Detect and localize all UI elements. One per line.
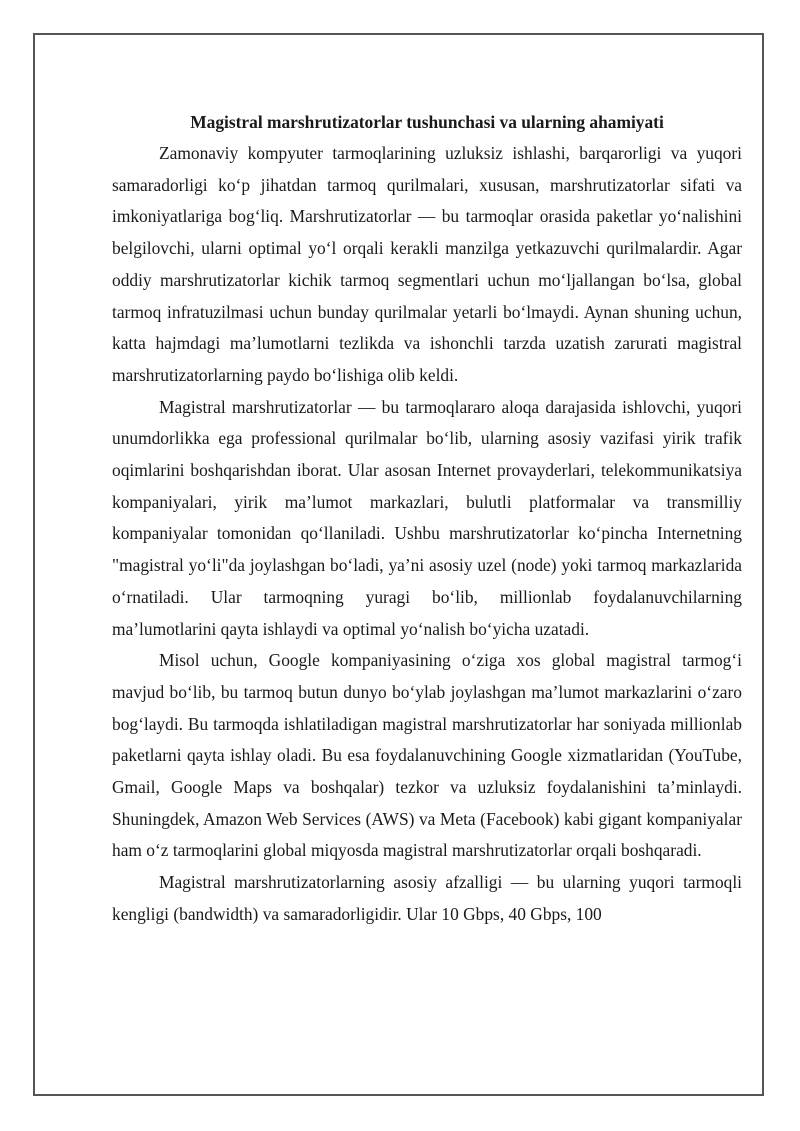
document-title: Magistral marshrutizatorlar tushunchasi va ularning ahamiyati bbox=[190, 112, 664, 132]
paragraph-4: Magistral marshrutizatorlarning asosiy afzalligi — bu ularning yuqori tarmoqli kengligi (bandwidth) va samaradorligidir. Ular 10 Gbps, 40 Gbps, 100 bbox=[112, 872, 742, 924]
document-body bbox=[112, 108, 742, 931]
paragraph-2: Magistral marshrutizatorlar — bu tarmoqlararo aloqa darajasida ishlovchi, yuqori unumdorlikka ega professional qurilmalar bo‘lib, ularning asosiy vazifasi yirik trafik oqimlarini boshqarishdan iborat. Ular asosan Internet provayderlari, telekommunikatsiya kompaniyalari, yirik ma’lumot markazlari, bulutli platformalar va transmilliy kompaniyalar tomonidan qo‘llaniladi. Ushbu marshrutizatorlar ko‘pincha Internetning "magistral yo‘li"da joylashgan bo‘ladi, ya’ni asosiy uzel (node) yoki tarmoq markazlarida o‘rnatiladi. Ular tarmoqning yuragi bo‘lib, millionlab foydalanuvchilarning ma’lumotlarini qayta ishlaydi va optimal yo‘nalish bo‘yicha uzatadi. bbox=[112, 396, 742, 639]
paragraph-1: Zamonaviy kompyuter tarmoqlarining uzluksiz ishlashi, barqarorligi va yuqori samaradorligi ko‘p jihatdan tarmoq qurilmalari, xususan, marshrutizatorlar sifati va imkoniyatlariga bog‘liq. Marshrutizatorlar — bu tarmoqlar orasida paketlar yo‘nalishini belgilovchi, ularni optimal yo‘l orqali kerakli manzilga yetkazuvchi qurilmalardir. Agar oddiy marshrutizatorlar kichik tarmoq segmentlari uchun mo‘ljallangan bo‘lsa, global tarmoq infratuzilmasi uchun bunday qurilmalar yetarli bo‘lmaydi. Aynan shuning uchun, katta hajmdagi ma’lumotlarni tezlikda va ishonchli tarzda uzatish zarurati magistral marshrutizatorlarning paydo bo‘lishiga olib keldi. bbox=[112, 143, 742, 385]
paragraph-3: Misol uchun, Google kompaniyasining o‘ziga xos global magistral tarmog‘i mavjud bo‘lib, bu tarmoq butun dunyo bo‘ylab joylashgan ma’lumot markazlarini o‘zaro bog‘laydi. Bu tarmoqda ishlatiladigan magistral marshrutizatorlar har soniyada millionlab paketlarni qayta ishlay oladi. Bu esa foydalanuvchining Google xizmatlaridan (YouTube, Gmail, Google Maps va boshqalar) tezkor va uzluksiz foydalanishini ta’minlaydi. Shuningdek, Amazon Web Services (AWS) va Meta (Facebook) kabi gigant kompaniyalar ham o‘z tarmoqlarini global miqyosda magistral marshrutizatorlar orqali boshqaradi. bbox=[112, 650, 742, 861]
